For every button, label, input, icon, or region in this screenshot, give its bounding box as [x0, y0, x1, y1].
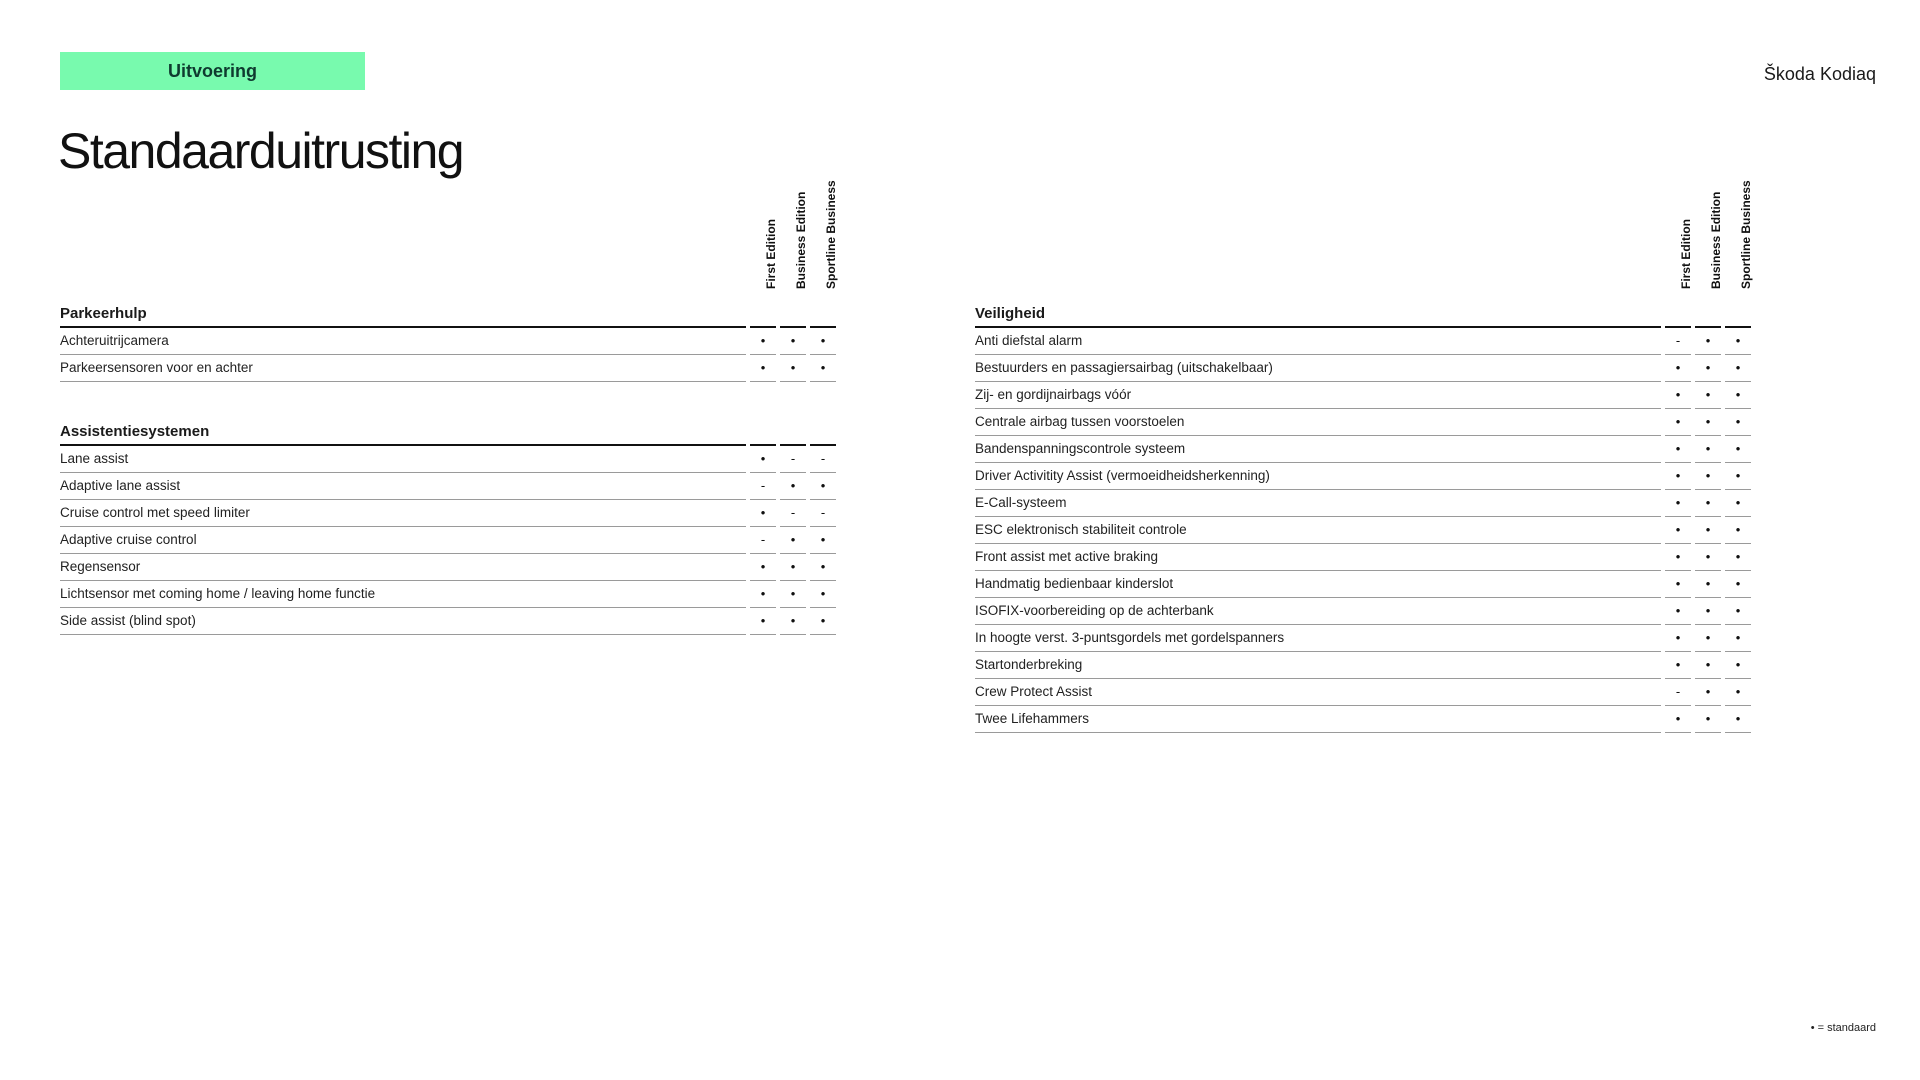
- availability-cell: •: [780, 473, 806, 500]
- table-row: [975, 463, 1751, 490]
- availability-cell: •: [810, 473, 836, 500]
- availability-cell: •: [1695, 679, 1721, 706]
- availability-cell: •: [1665, 571, 1691, 598]
- availability-cell: •: [780, 355, 806, 382]
- table-row: [60, 473, 836, 500]
- table-row: [975, 409, 1751, 436]
- availability-cell: •: [810, 328, 836, 355]
- section-header-cell: [780, 296, 806, 328]
- availability-cell: •: [1695, 571, 1721, 598]
- availability-cell: •: [1725, 517, 1751, 544]
- table-row: [975, 679, 1751, 706]
- availability-cell: •: [810, 608, 836, 635]
- availability-cell: •: [750, 608, 776, 635]
- availability-cell: •: [1695, 409, 1721, 436]
- availability-cell: •: [1695, 490, 1721, 517]
- availability-cell: •: [810, 527, 836, 554]
- column-header: [811, 180, 839, 296]
- feature-label: Lichtsensor met coming home / leaving home functie: [60, 581, 746, 608]
- spec-section: [60, 296, 836, 382]
- left-spec-table: [60, 180, 838, 667]
- feature-label: Centrale airbag tussen voorstoelen: [975, 409, 1661, 436]
- section-header-cell: [810, 296, 836, 328]
- column-header-label: First Edition: [1679, 219, 1693, 289]
- table-row: [975, 571, 1751, 598]
- column-header: [751, 186, 779, 296]
- table-row: [975, 706, 1751, 733]
- availability-cell: •: [1665, 625, 1691, 652]
- availability-cell: •: [1725, 436, 1751, 463]
- availability-cell: •: [1725, 463, 1751, 490]
- availability-cell: •: [1695, 544, 1721, 571]
- spec-section: [975, 296, 1751, 733]
- table-row: [975, 544, 1751, 571]
- availability-cell: •: [1725, 652, 1751, 679]
- column-header: [781, 186, 809, 296]
- column-header: [1726, 180, 1754, 296]
- table-row: [975, 355, 1751, 382]
- availability-cell: •: [1665, 706, 1691, 733]
- availability-cell: •: [1695, 382, 1721, 409]
- section-badge: Uitvoering: [60, 52, 365, 90]
- column-headers: [975, 180, 1753, 296]
- feature-label: Front assist met active braking: [975, 544, 1661, 571]
- availability-cell: •: [1695, 436, 1721, 463]
- availability-cell: •: [1665, 436, 1691, 463]
- availability-cell: •: [1725, 706, 1751, 733]
- availability-cell: •: [750, 355, 776, 382]
- section-header: [975, 296, 1751, 328]
- availability-cell: •: [1725, 571, 1751, 598]
- availability-cell: •: [780, 608, 806, 635]
- spec-section: [60, 414, 836, 635]
- availability-cell: •: [1665, 517, 1691, 544]
- availability-cell: •: [1665, 409, 1691, 436]
- availability-cell: •: [1665, 382, 1691, 409]
- feature-label: Regensensor: [60, 554, 746, 581]
- feature-label: Lane assist: [60, 446, 746, 473]
- availability-cell: •: [1725, 598, 1751, 625]
- section-header-cell: [780, 414, 806, 446]
- table-row: [975, 382, 1751, 409]
- table-row: [975, 436, 1751, 463]
- availability-cell: •: [1725, 679, 1751, 706]
- availability-cell: •: [1725, 544, 1751, 571]
- table-row: [975, 517, 1751, 544]
- right-spec-table: [975, 180, 1753, 765]
- feature-label: Bestuurders en passagiersairbag (uitschakelbaar): [975, 355, 1661, 382]
- availability-cell: -: [780, 446, 806, 473]
- column-header-label: First Edition: [764, 219, 778, 289]
- availability-cell: •: [750, 446, 776, 473]
- table-row: [60, 328, 836, 355]
- feature-label: Adaptive cruise control: [60, 527, 746, 554]
- availability-cell: •: [1695, 598, 1721, 625]
- availability-cell: -: [780, 500, 806, 527]
- availability-cell: •: [780, 527, 806, 554]
- availability-cell: •: [1725, 382, 1751, 409]
- table-row: [60, 554, 836, 581]
- availability-cell: •: [1665, 490, 1691, 517]
- availability-cell: •: [1695, 706, 1721, 733]
- section-header-cell: [750, 296, 776, 328]
- section-header: [60, 296, 836, 328]
- feature-label: ISOFIX-voorbereiding op de achterbank: [975, 598, 1661, 625]
- availability-cell: -: [810, 446, 836, 473]
- table-row: [60, 581, 836, 608]
- availability-cell: -: [750, 473, 776, 500]
- availability-cell: •: [1695, 463, 1721, 490]
- availability-cell: •: [1695, 517, 1721, 544]
- availability-cell: •: [1665, 355, 1691, 382]
- availability-cell: •: [810, 554, 836, 581]
- feature-label: In hoogte verst. 3-puntsgordels met gordelspanners: [975, 625, 1661, 652]
- section-header-cell: [1725, 296, 1751, 328]
- table-row: [975, 328, 1751, 355]
- feature-label: Twee Lifehammers: [975, 706, 1661, 733]
- feature-label: Achteruitrijcamera: [60, 328, 746, 355]
- section-title: Veiligheid: [975, 305, 1661, 328]
- availability-cell: •: [1695, 355, 1721, 382]
- availability-cell: •: [750, 328, 776, 355]
- availability-cell: •: [750, 581, 776, 608]
- availability-cell: •: [1695, 625, 1721, 652]
- feature-label: Zij- en gordijnairbags vóór: [975, 382, 1661, 409]
- table-row: [60, 500, 836, 527]
- section-header: [60, 414, 836, 446]
- availability-cell: •: [1665, 598, 1691, 625]
- availability-cell: •: [750, 554, 776, 581]
- availability-cell: -: [750, 527, 776, 554]
- table-row: [975, 490, 1751, 517]
- availability-cell: •: [1665, 463, 1691, 490]
- feature-label: Driver Activitity Assist (vermoeidheidsherkenning): [975, 463, 1661, 490]
- column-header-label: Sportline Business: [824, 180, 838, 289]
- availability-cell: •: [780, 554, 806, 581]
- availability-cell: •: [750, 500, 776, 527]
- feature-label: Crew Protect Assist: [975, 679, 1661, 706]
- table-row: [975, 652, 1751, 679]
- availability-cell: •: [1725, 328, 1751, 355]
- column-headers: [60, 180, 838, 296]
- column-header-label: Business Edition: [1709, 191, 1723, 289]
- page-title: Standaarduitrusting: [58, 123, 464, 179]
- feature-label: Side assist (blind spot): [60, 608, 746, 635]
- availability-cell: •: [1695, 652, 1721, 679]
- table-row: [60, 608, 836, 635]
- availability-cell: -: [810, 500, 836, 527]
- availability-cell: •: [1695, 328, 1721, 355]
- section-title: Parkeerhulp: [60, 305, 746, 328]
- column-header: [1666, 186, 1694, 296]
- feature-label: ESC elektronisch stabiliteit controle: [975, 517, 1661, 544]
- column-header-label: Sportline Business: [1739, 180, 1753, 289]
- table-row: [60, 446, 836, 473]
- table-row: [60, 527, 836, 554]
- section-header-cell: [1695, 296, 1721, 328]
- availability-cell: •: [810, 355, 836, 382]
- section-title: Assistentiesystemen: [60, 423, 746, 446]
- availability-cell: •: [1725, 409, 1751, 436]
- feature-label: E-Call-systeem: [975, 490, 1661, 517]
- feature-label: Parkeersensoren voor en achter: [60, 355, 746, 382]
- table-row: [975, 598, 1751, 625]
- column-header-label: Business Edition: [794, 191, 808, 289]
- availability-cell: -: [1665, 328, 1691, 355]
- availability-cell: •: [1725, 355, 1751, 382]
- brand-name: Škoda Kodiaq: [1763, 64, 1876, 84]
- section-header-cell: [810, 414, 836, 446]
- availability-cell: •: [1725, 625, 1751, 652]
- section-header-cell: [1665, 296, 1691, 328]
- feature-label: Handmatig bedienbaar kinderslot: [975, 571, 1661, 598]
- table-row: [975, 625, 1751, 652]
- section-header-cell: [750, 414, 776, 446]
- availability-cell: •: [1725, 490, 1751, 517]
- column-header: [1696, 186, 1724, 296]
- availability-cell: •: [780, 328, 806, 355]
- availability-cell: -: [1665, 679, 1691, 706]
- availability-cell: •: [810, 581, 836, 608]
- legend: • = standaard: [1810, 1022, 1876, 1034]
- availability-cell: •: [1665, 544, 1691, 571]
- availability-cell: •: [780, 581, 806, 608]
- feature-label: Bandenspanningscontrole systeem: [975, 436, 1661, 463]
- availability-cell: •: [1665, 652, 1691, 679]
- feature-label: Cruise control met speed limiter: [60, 500, 746, 527]
- feature-label: Startonderbreking: [975, 652, 1661, 679]
- feature-label: Adaptive lane assist: [60, 473, 746, 500]
- table-row: [60, 355, 836, 382]
- feature-label: Anti diefstal alarm: [975, 328, 1661, 355]
